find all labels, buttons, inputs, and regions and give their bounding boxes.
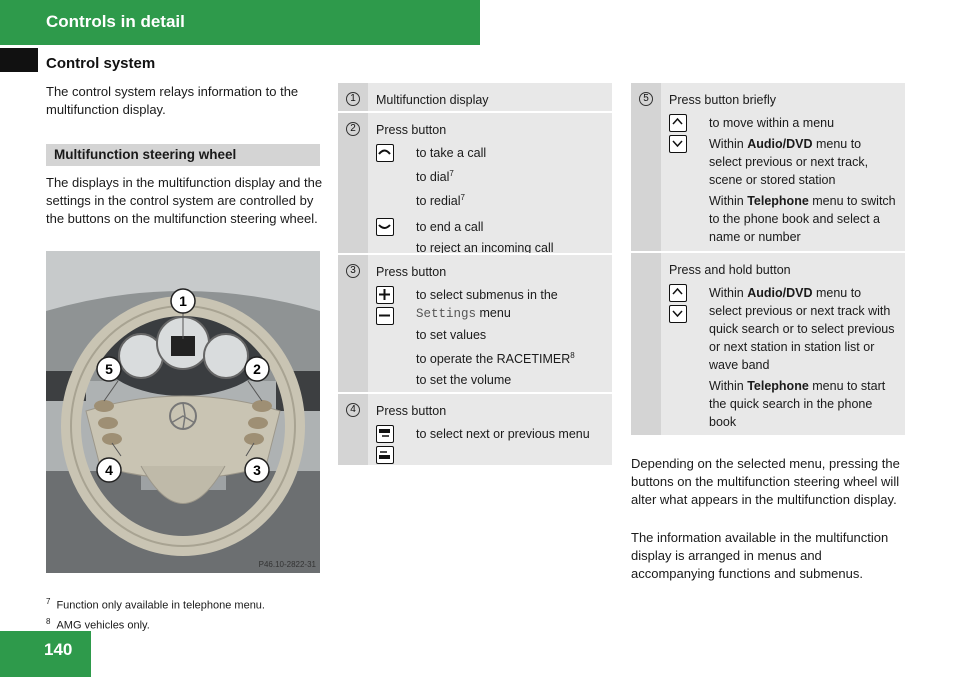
page-number-box xyxy=(0,631,91,677)
steering-wheel-illustration xyxy=(46,251,320,573)
down-arrow-icon xyxy=(669,135,687,153)
footnote: $^8$ AMG vehicles only. xyxy=(46,616,150,632)
row-label: Press button xyxy=(376,265,447,279)
table-row: 4 Press button to select next or previous menu xyxy=(338,392,612,465)
svg-text:4: 4 xyxy=(105,462,113,478)
up-arrow-icon xyxy=(669,284,687,302)
footnotes xyxy=(46,594,336,633)
photo-code: P46.10-2822-31 xyxy=(258,560,316,569)
controls-table-1 xyxy=(338,83,612,465)
table-row: 2 Press button to take a call to dial$^7$ to redial$^7$ to end a call to reject an incoming call xyxy=(338,111,612,253)
down-arrow-icon xyxy=(669,305,687,323)
menu-prev-icon xyxy=(376,446,394,464)
phone-pickup-icon xyxy=(376,144,394,162)
row-label: Press and hold button xyxy=(669,263,791,277)
row-label: Press button xyxy=(376,404,447,418)
svg-text:3: 3 xyxy=(253,462,261,478)
table-row: 3 Press button to select submenus in the Settings menu to set values to operate the RACETIMER$^8$ to set the volume xyxy=(338,253,612,392)
page-number: 140 xyxy=(44,640,73,659)
svg-text:5: 5 xyxy=(105,361,113,377)
row-number: 3 xyxy=(346,264,360,278)
chapter-header xyxy=(0,0,480,45)
intro-text: The control system relays information to the multifunction display. xyxy=(46,84,299,117)
row-number: 4 xyxy=(346,403,360,417)
row-number: 5 xyxy=(639,92,653,106)
callout-4 xyxy=(97,458,121,482)
right-paragraph-1: Depending on the selected menu, pressing the buttons on the multifunction steering wheel will alter what appears in the multifunction display. xyxy=(631,456,900,507)
table-row xyxy=(338,83,612,111)
section-title: Control system xyxy=(46,55,156,72)
callout-1 xyxy=(171,289,195,313)
minus-icon xyxy=(376,307,394,325)
footnote: $^7$ Function only available in telephone menu. xyxy=(46,597,265,612)
table-row: Press and hold button Within Audio/DVD menu to select previous or next track with quick search or to select previous or next station in station list or wave band Within Telephone menu to start the quick search in the phone book xyxy=(631,251,905,435)
chapter-title: Controls in detail xyxy=(46,12,185,31)
menu-next-icon xyxy=(376,425,394,443)
svg-text:1: 1 xyxy=(179,293,187,309)
svg-text:2: 2 xyxy=(253,361,261,377)
body-text: The displays in the multifunction display and the settings in the control system are controlled by the buttons on the multifunction steering wheel. xyxy=(46,175,323,226)
row-label: Press button briefly xyxy=(669,93,776,107)
section-marker xyxy=(0,48,38,72)
callout-5 xyxy=(97,357,121,381)
row-label: Multifunction display xyxy=(376,93,489,107)
row-label: Press button xyxy=(376,123,447,137)
row-number: 1 xyxy=(346,92,360,106)
callout-3 xyxy=(245,458,269,482)
right-paragraph-2: The information available in the multifunction display is arranged in menus and accompanying functions and submenus. xyxy=(631,530,889,581)
row-number: 2 xyxy=(346,122,360,136)
steering-wheel-photo xyxy=(46,251,320,573)
subheading: Multifunction steering wheel xyxy=(46,144,320,166)
callout-2 xyxy=(245,357,269,381)
plus-icon xyxy=(376,286,394,304)
table-row: 5 Press button briefly to move within a menu Within Audio/DVD menu to select previous or next track, scene or stored station Within Telephone menu to switch to the phone book and select a name or number xyxy=(631,83,905,251)
controls-table-2 xyxy=(631,83,905,435)
up-arrow-icon xyxy=(669,114,687,132)
phone-hangup-icon xyxy=(376,218,394,236)
